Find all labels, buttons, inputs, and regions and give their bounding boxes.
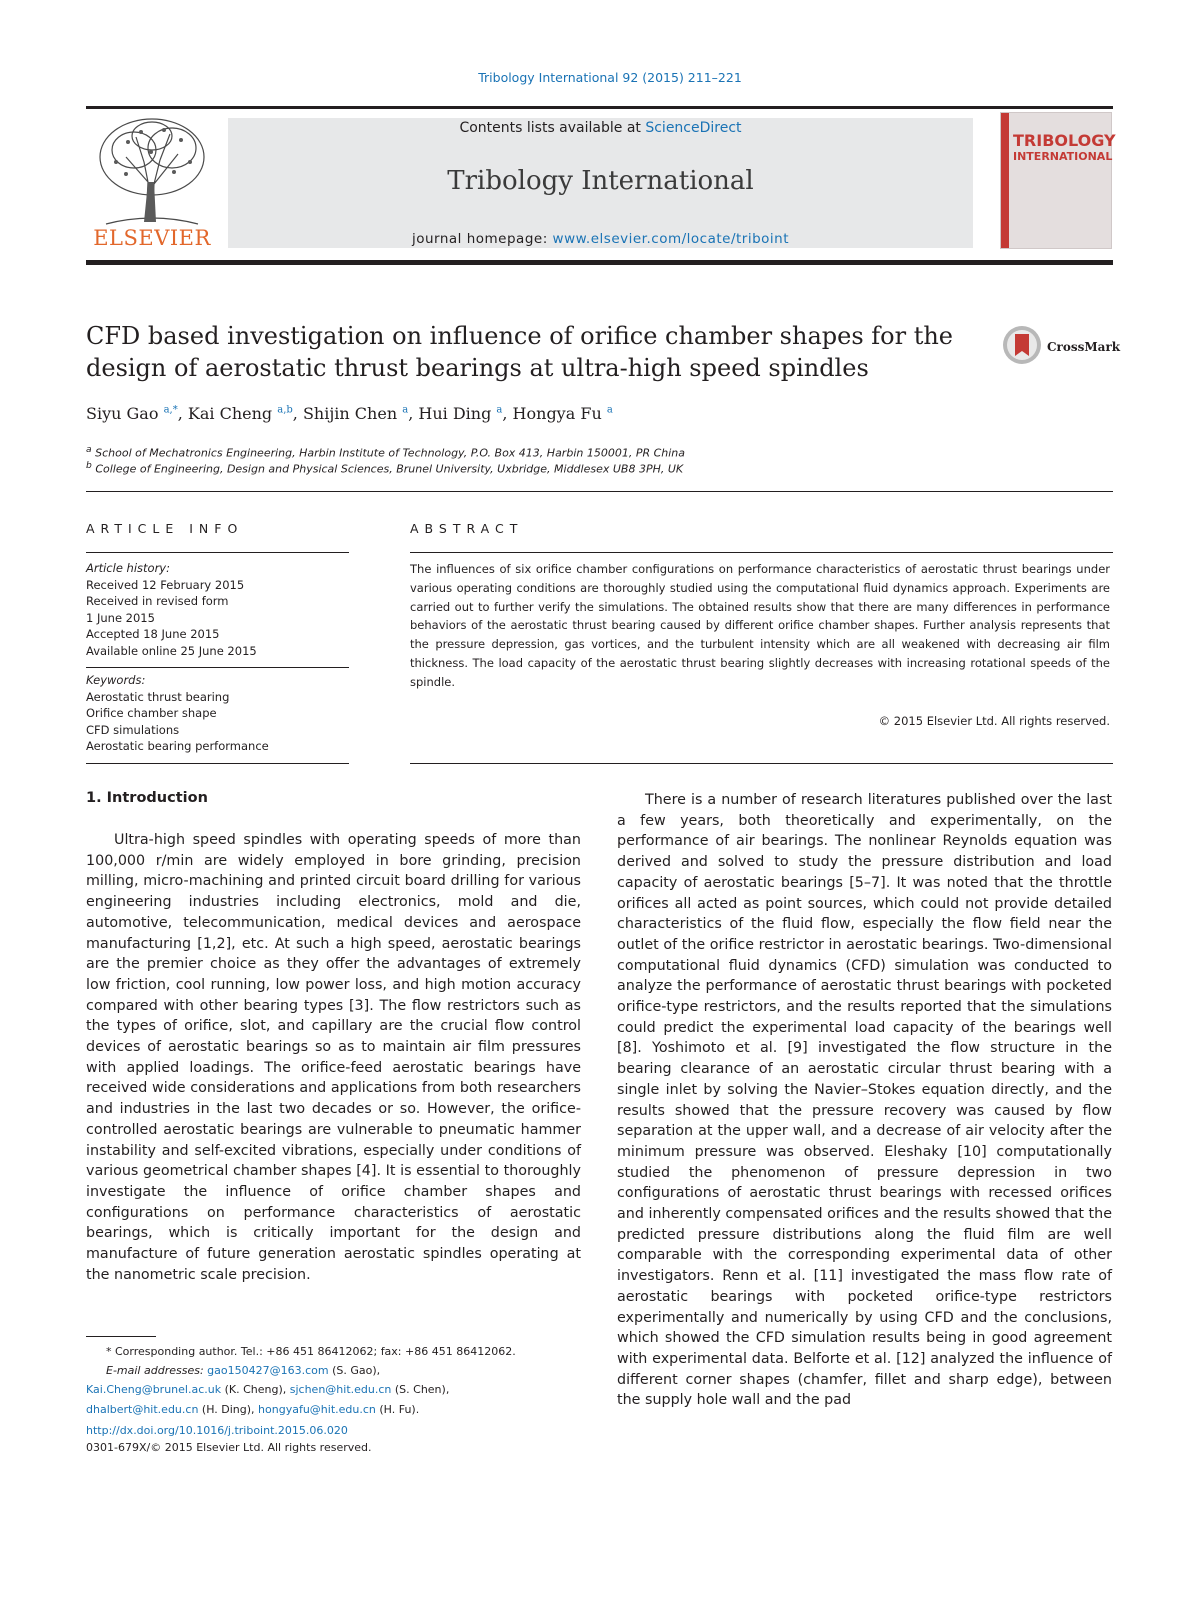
article-info-heading: ARTICLE INFO [86, 521, 244, 536]
history-heading: Article history: [86, 561, 170, 575]
email-owner: (H. Ding), [198, 1402, 259, 1416]
contents-prefix: Contents lists available at [459, 120, 646, 136]
cover-title-line1: TRIBOLOGY [1013, 131, 1116, 150]
history-item: 1 June 2015 [86, 610, 155, 625]
author-name[interactable]: Kai Cheng [187, 404, 273, 423]
journal-homepage-line [228, 231, 973, 247]
keyword: Orifice chamber shape [86, 706, 217, 720]
history-item: Received in revised form [86, 594, 229, 608]
journal-cover-thumbnail [1000, 112, 1116, 249]
email-link[interactable]: dhalbert@hit.edu.cn [86, 1402, 199, 1416]
elsevier-wordmark: ELSEVIER [93, 226, 211, 250]
footnote-rule [86, 1336, 156, 1337]
keywords [86, 672, 349, 755]
author-name[interactable]: Siyu Gao [86, 404, 159, 423]
info-rule [86, 763, 349, 764]
sciencedirect-link[interactable]: ScienceDirect [645, 120, 742, 136]
email-link[interactable]: hongyafu@hit.edu.cn [258, 1402, 376, 1416]
email-owner: (S. Chen), [391, 1383, 450, 1397]
affiliation-mark: a [86, 444, 92, 455]
cover-title [1013, 131, 1116, 163]
affiliation-text: College of Engineering, Design and Physical Sciences, Brunel University, Uxbridge, Middlesex UB8 3PH, UK [95, 462, 684, 476]
homepage-prefix: journal homepage: [411, 231, 553, 247]
author-affil-mark[interactable]: a [606, 404, 613, 416]
author-affil-mark[interactable]: a [496, 404, 503, 416]
email-line [86, 1361, 586, 1380]
info-rule [86, 667, 349, 668]
email-link[interactable]: Kai.Cheng@brunel.ac.uk [86, 1383, 222, 1397]
abstract-copyright: © 2015 Elsevier Ltd. All rights reserved. [878, 714, 1110, 728]
affiliation-text: School of Mechatronics Engineering, Harbin Institute of Technology, P.O. Box 413, Harbin 150001, PR China [95, 446, 686, 460]
author-affil-mark[interactable]: a [402, 404, 409, 416]
journal-homepage-link[interactable]: www.elsevier.com/locate/triboint [552, 231, 790, 247]
email-label: E-mail addresses: [106, 1364, 208, 1378]
header-rule-top [86, 106, 1113, 109]
author-affil-mark[interactable]: a,b [277, 404, 293, 416]
author-list: Siyu Gao $^{a,*}$, Kai Cheng $^{a,b}$, Shijin Chen $^a$, Hui Ding $^a$, Hongya Fu $^a$ [86, 404, 613, 423]
issn-copyright: 0301-679X/© 2015 Elsevier Ltd. All rights reserved. [86, 1441, 372, 1454]
cover-strip [1001, 113, 1009, 248]
history-item: Available online 25 June 2015 [86, 643, 257, 658]
history-item: Accepted 18 June 2015 [86, 627, 220, 641]
email-link[interactable]: sjchen@hit.edu.cn [289, 1383, 392, 1397]
abstract-text: The influences of six orifice chamber configurations on performance characteristics of aerostatic thrust bearings under various operating conditions are thoroughly studied using the computational fluid dynamics approach. Experiments are carried out to further verify the simulations. The obtained results show that there are many differences in performance behaviors of the aerostatic thrust bearing caused by different orifice chamber shapes. Further analysis represents that the pressure depression, gas vortices, and the turbulent intensity which are all weakened with decreasing air film thickness. The load capacity of the aerostatic thrust bearing slightly decreases with increasing rotational speeds of the spindle. [410, 562, 1110, 689]
abstract-rule [410, 763, 1113, 764]
email-owner: (K. Cheng), [221, 1383, 290, 1397]
cover-title-line2: INTERNATIONAL [1013, 150, 1113, 163]
affiliation-mark: b [86, 460, 92, 471]
keyword: Aerostatic thrust bearing [86, 689, 230, 704]
affiliation-a [86, 444, 685, 460]
article-title: CFD based investigation on influence of orifice chamber shapes for the design of aerostatic thrust bearings at ultra-high speed spindles [86, 322, 953, 382]
info-rule [86, 552, 349, 553]
email-owner: (S. Gao), [328, 1364, 381, 1378]
email-owner: (H. Fu). [375, 1402, 420, 1416]
email-line [86, 1380, 586, 1399]
author-affil-mark[interactable]: a,* [163, 404, 178, 416]
abstract-heading: ABSTRACT [410, 521, 524, 536]
body-column-left: Ultra-high speed spindles with operating speeds of more than 100,000 r/min are widely employed in bore grinding, precision milling, micro-machining and printed circuit board drilling for various engineering industries including electronics, mold and die, automotive, telecommunication, medical devices and aerospace manufacturing [1,2], etc. At such a high speed, aerostatic bearings are the premier choice as they offer the advantages of extremely low friction, cool running, low power loss, and high motion accuracy compared with other bearing types [3]. The flow restrictors such as the types of orifice, slot, and capillary are the crucial flow control devices of aerostatic bearings so as to maintain air film pressures with applied loadings. The orifice-feed aerostatic bearings have received wide considerations and applications from both researchers and industries in the last two decades or so. However, the orifice-controlled aerostatic bearings are vulnerable to pneumatic hammer instability and self-excited vibrations, especially under conditions of various geometrical chamber shapes [4]. It is essential to thoroughly investigate the influence of orifice chamber shapes and configurations on performance characteristics of aerostatic bearings, which is critically important for the design and manufacture of future generation aerostatic spindles operating at the nanometric scale precision. [86, 832, 581, 1283]
body-column-right: There is a number of research literatures published over the last a few years, both theoretically and experimentally, on the performance of air bearings. The nonlinear Reynolds equation was derived and solved to study the pressure distribution and load capacity of aerostatic bearings [5–7]. It was noted that the throttle orifices all acted as point sources, which could not provide detailed characteristics of the fluid flow, especially the flow field near the outlet of the orifice restrictor in aerostatic bearings. Two-dimensional computational fluid dynamics (CFD) simulation was conducted to analyze the performance of aerostatic thrust bearings with pocketed orifice-type restrictors, and the results reported that the simulations could predict the experimental load capacity of the bearings well [8]. Yoshimoto et al. [9] investigated the flow structure in the bearing clearance of an aerostatic circular thrust bearing with a single inlet by solving the Navier–Stokes equation directly, and the results showed that the pressure recovery was caused by flow separation at the upper wall, and a decrease of air velocity after the minimum pressure was observed. Eleshaky [10] computationally studied the phenomenon of pressure depression in two configurations of aerostatic thrust bearings with recessed orifices and inherently compensated orifices and the results showed that the predicted pressure distributions along the fluid film are well comparable with the corresponding experimental data of other investigators. Renn et al. [11] investigated the mass flow rate of aerostatic bearings with pocketed orifice-type restrictors experimentally and numerically by using CFD and the conclusions, which showed the CFD simulation results being in good agreement with experimental data. Belforte et al. [12] analyzed the influence of different corner shapes (chamfer, fillet and sharp edge), between the supply hole wall and the pad [617, 792, 1112, 1409]
abstract-rule [410, 552, 1113, 553]
author-name[interactable]: Hui Ding [418, 404, 492, 423]
section-heading-introduction: 1. Introduction [86, 790, 208, 806]
crossmark-label[interactable]: CrossMark [1047, 340, 1121, 354]
author-name[interactable]: Hongya Fu [512, 404, 602, 423]
keyword: Aerostatic bearing performance [86, 739, 269, 753]
author-name[interactable]: Shijin Chen [302, 404, 398, 423]
contents-line [228, 120, 973, 136]
doi-link[interactable]: http://dx.doi.org/10.1016/j.triboint.2015.06.020 [86, 1424, 348, 1437]
crossmark-icon[interactable] [1002, 325, 1042, 365]
history-item: Received 12 February 2015 [86, 577, 245, 592]
corresponding-author-note: * Corresponding author. Tel.: +86 451 86412062; fax: +86 451 86412062. [106, 1345, 516, 1358]
keyword: CFD simulations [86, 722, 180, 737]
journal-name: Tribology International [447, 166, 754, 196]
email-link[interactable]: gao150427@163.com [207, 1364, 329, 1378]
email-line [86, 1400, 586, 1419]
article-history [86, 560, 349, 659]
header-rule-bottom [86, 260, 1113, 265]
keywords-heading: Keywords: [86, 673, 146, 687]
footnotes [86, 1342, 586, 1419]
journal-citation[interactable]: Tribology International 92 (2015) 211–221 [478, 70, 742, 85]
affiliation-b [86, 460, 683, 476]
front-matter-rule [86, 491, 1113, 492]
